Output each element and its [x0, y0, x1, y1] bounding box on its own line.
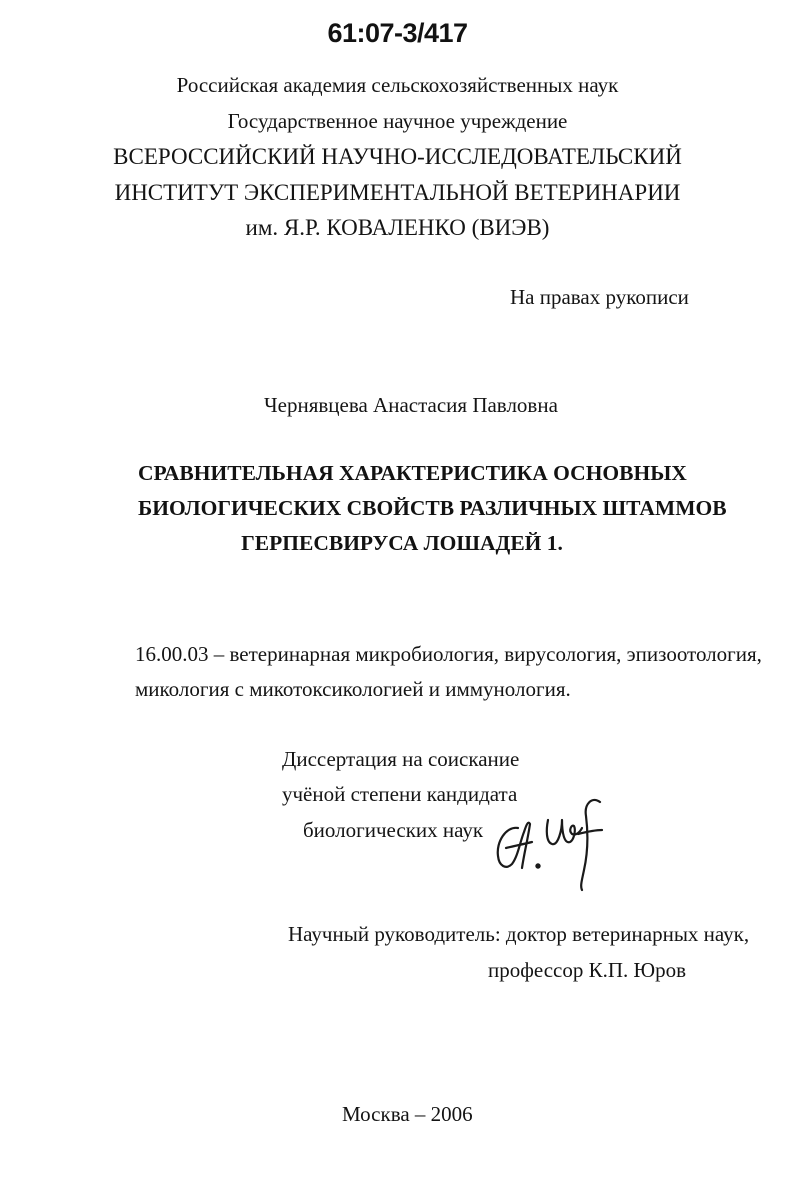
catalog-code: 61:07-3/417 — [327, 18, 468, 48]
specialty-line2: микология с микотоксикологией и иммунология. — [135, 677, 571, 701]
degree-line2: учёной степени кандидата — [282, 782, 518, 806]
institute-name-line3: им. Я.Р. КОВАЛЕНКО (ВИЭВ) — [245, 215, 550, 240]
supervisor-line1: Научный руководитель: доктор ветеринарных наук, — [288, 922, 750, 946]
supervisor-line2: профессор К.П. Юров — [488, 958, 687, 982]
degree-line1: Диссертация на соискание — [282, 747, 520, 771]
manuscript-rights: На правах рукописи — [510, 285, 689, 309]
academy-name: Российская академия сельскохозяйственных наук — [176, 73, 619, 97]
title-line3: ГЕРПЕСВИРУСА ЛОШАДЕЙ 1. — [241, 531, 563, 555]
institute-name-line1: ВСЕРОССИЙСКИЙ НАУЧНО-ИССЛЕДОВАТЕЛЬСКИЙ — [113, 144, 682, 169]
place-and-year: Москва – 2006 — [342, 1102, 473, 1126]
institute-name-line2: ИНСТИТУТ ЭКСПЕРИМЕНТАЛЬНОЙ ВЕТЕРИНАРИИ — [114, 180, 681, 205]
handwritten-signature — [488, 790, 608, 895]
title-line1: СРАВНИТЕЛЬНАЯ ХАРАКТЕРИСТИКА ОСНОВНЫХ — [138, 461, 687, 485]
specialty-line1: 16.00.03 – ветеринарная микробиология, вирусология, эпизоотология, — [135, 642, 762, 666]
author-name: Чернявцева Анастасия Павловна — [264, 393, 558, 417]
institution-type: Государственное научное учреждение — [227, 109, 568, 133]
degree-line3: биологических наук — [303, 818, 484, 842]
title-line2: БИОЛОГИЧЕСКИХ СВОЙСТВ РАЗЛИЧНЫХ ШТАММОВ — [138, 496, 727, 520]
